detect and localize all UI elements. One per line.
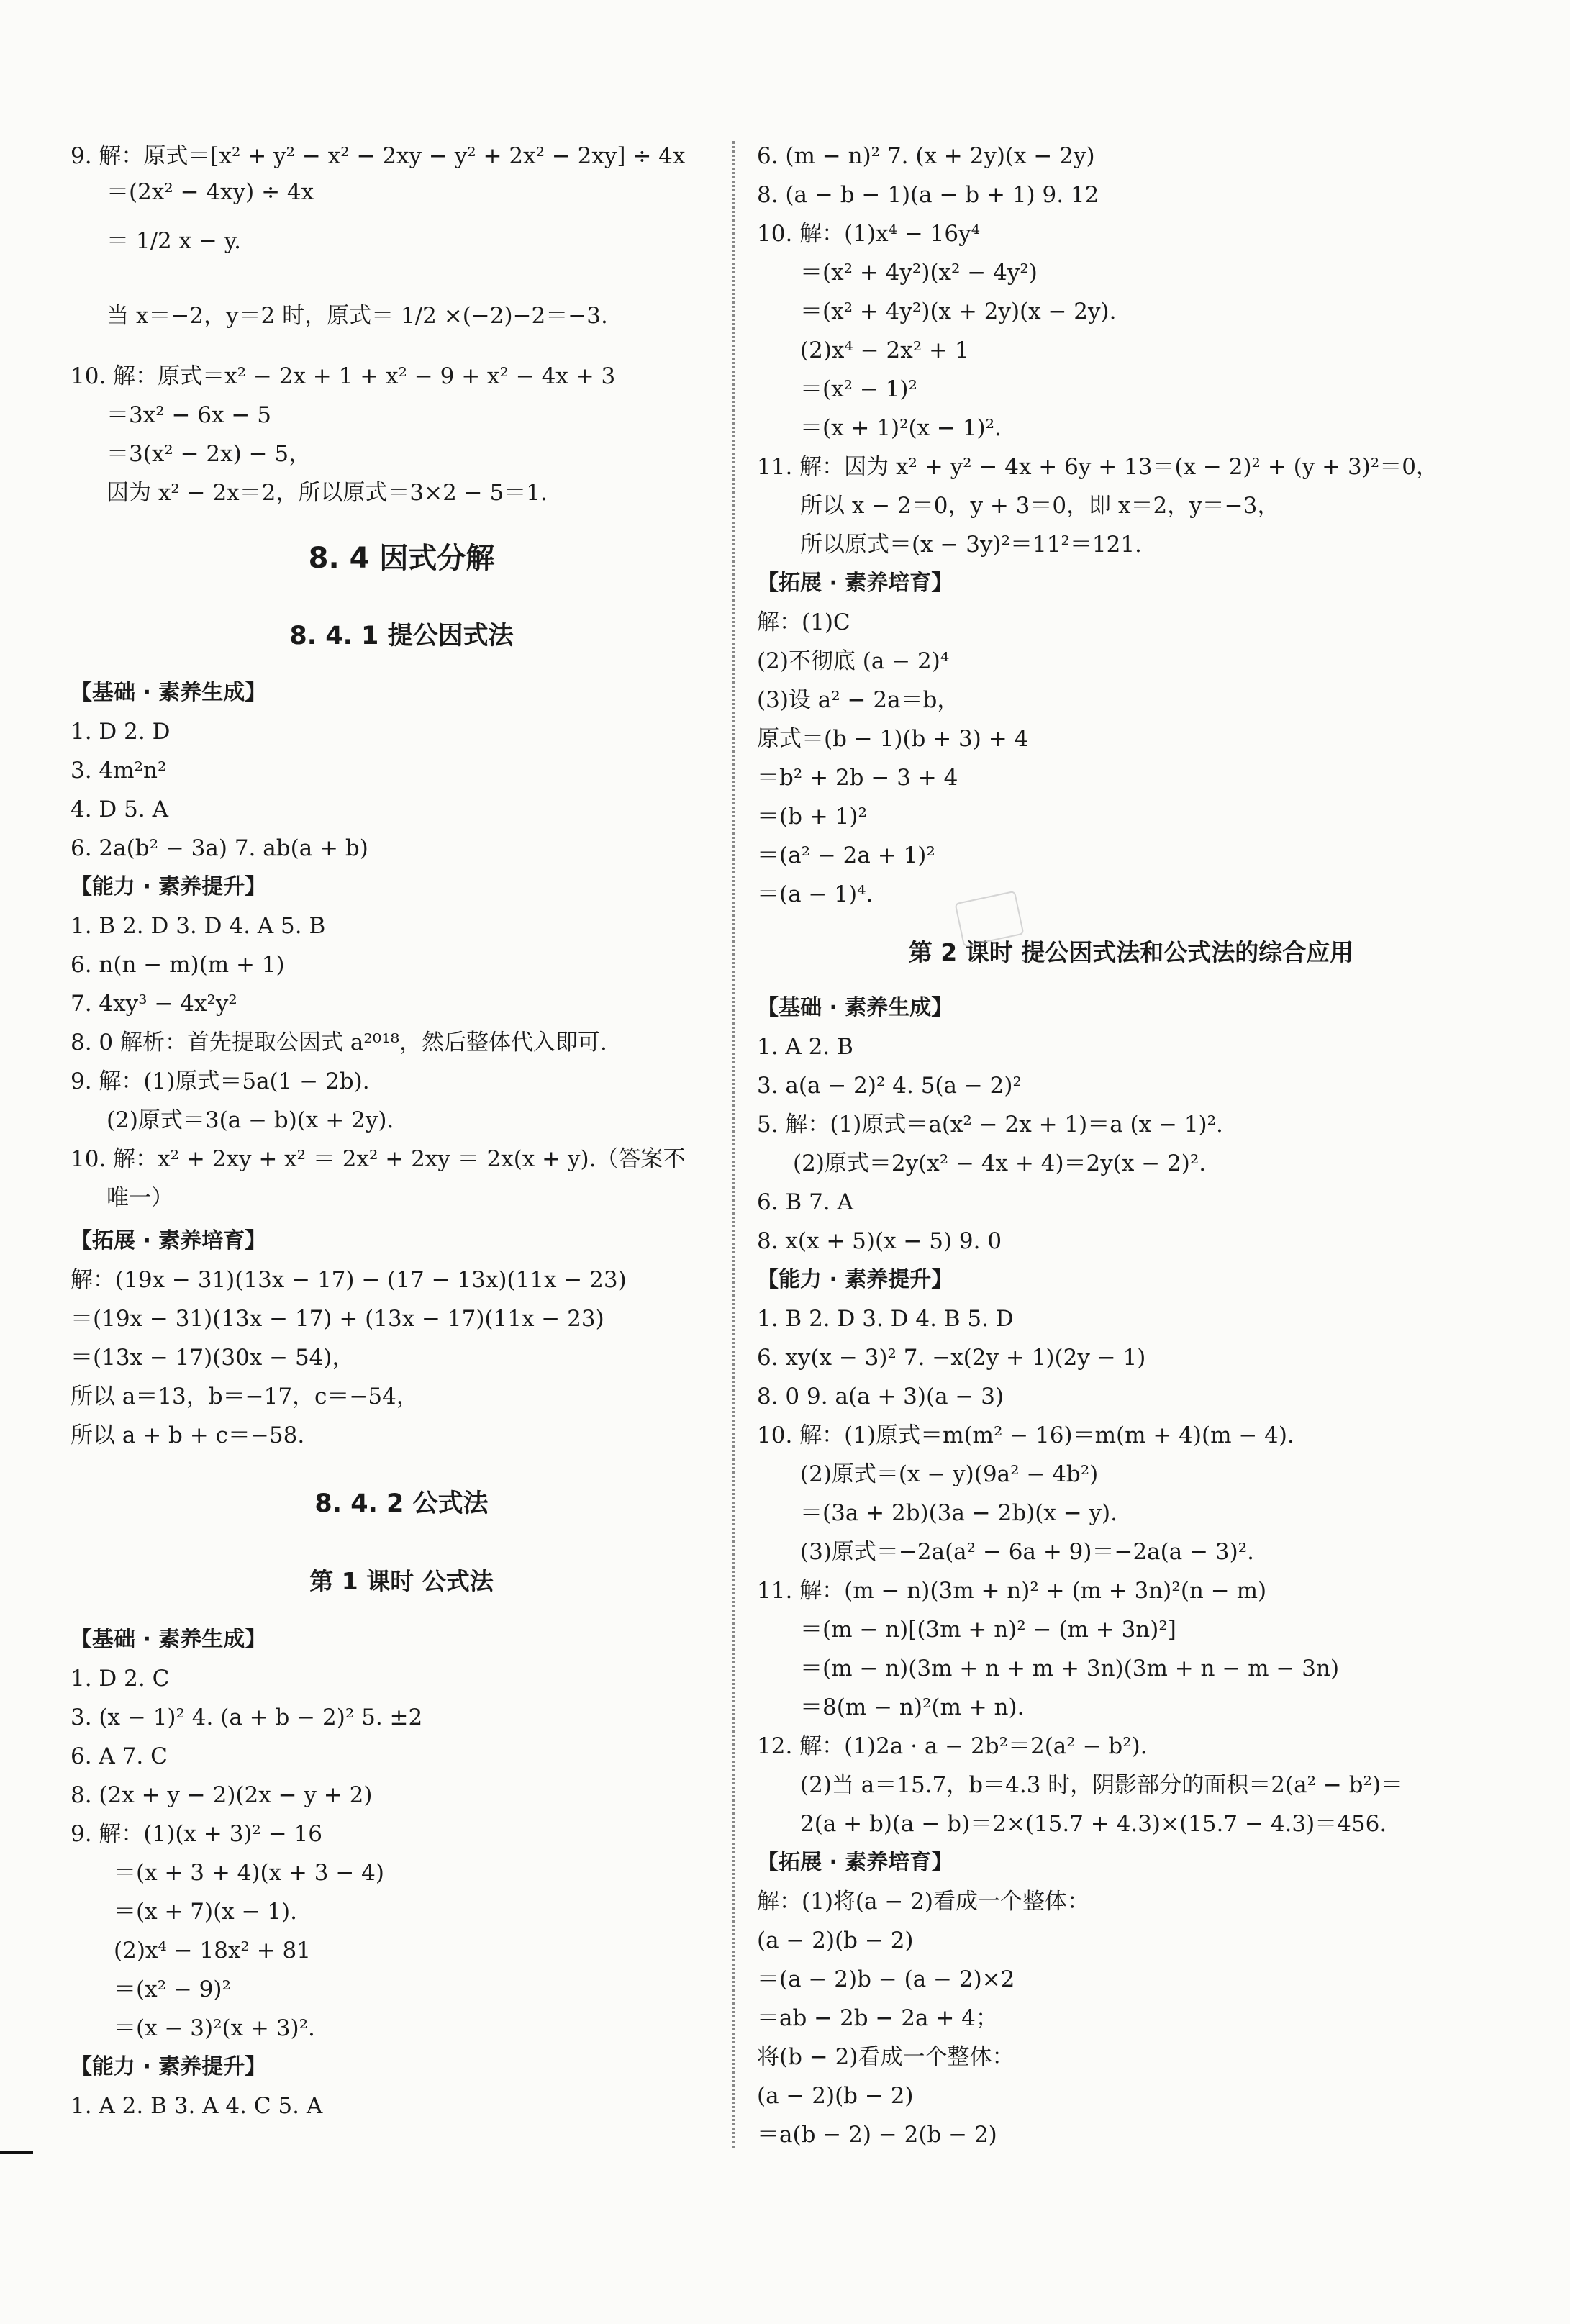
answer-line: ＝(x² − 9)² bbox=[114, 1976, 231, 2002]
answer-line: 3. a(a − 2)² 4. 5(a − 2)² bbox=[757, 1073, 1022, 1099]
answer-line: ＝(x − 3)²(x + 3)². bbox=[114, 2015, 315, 2041]
answer-line: ＝(19x − 31)(13x − 17) + (13x − 17)(11x − 23) bbox=[71, 1306, 604, 1332]
answer-line: 8. x(x + 5)(x − 5) 9. 0 bbox=[757, 1228, 1002, 1254]
answer-line: 1. B 2. D 3. D 4. B 5. D bbox=[757, 1306, 1014, 1332]
answer-line: ＝b² + 2b − 3 + 4 bbox=[757, 765, 958, 791]
answer-line: (2)当 a＝15.7，b＝4.3 时，阴影部分的面积＝2(a² − b²)＝ bbox=[800, 1772, 1404, 1798]
answer-line: 9. 解：(1)原式＝5a(1 − 2b). bbox=[71, 1068, 370, 1094]
answer-line: 4. D 5. A bbox=[71, 796, 168, 822]
section-heading: 第 1 课时 公式法 bbox=[309, 1567, 494, 1595]
answer-line: 将(b − 2)看成一个整体： bbox=[757, 2044, 1015, 2070]
answer-line: 8. 0 9. a(a + 3)(a − 3) bbox=[757, 1384, 1004, 1410]
answer-line: 1. D 2. C bbox=[71, 1666, 170, 1692]
answer-line: ＝(x² + 4y²)(x² − 4y²) bbox=[800, 260, 1038, 286]
block-heading: 【能力 · 素养提升】 bbox=[757, 1267, 953, 1292]
answer-line: ＝(2x² − 4xy) ÷ 4x bbox=[106, 179, 314, 205]
answer-line: 唯一） bbox=[106, 1185, 173, 1211]
answer-line: 11. 解：(m − n)(3m + n)² + (m + 3n)²(n − m) bbox=[757, 1578, 1267, 1604]
answer-line: 5. 解：(1)原式＝a(x² − 2x + 1)＝a (x − 1)². bbox=[757, 1112, 1223, 1138]
answer-line: 10. 解：(1)x⁴ − 16y⁴ bbox=[757, 221, 981, 247]
answer-line: 1. A 2. B bbox=[757, 1034, 853, 1060]
answer-line: ＝(a − 2)b − (a − 2)×2 bbox=[757, 1966, 1015, 1992]
answer-line: 9. 解：(1)(x + 3)² − 16 bbox=[71, 1821, 322, 1847]
answer-line: 所以 x − 2＝0，y + 3＝0，即 x＝2，y＝−3， bbox=[800, 493, 1280, 519]
answer-line: 3. (x − 1)² 4. (a + b − 2)² 5. ±2 bbox=[71, 1705, 423, 1730]
block-heading: 【拓展 · 素养培育】 bbox=[757, 1850, 953, 1875]
answer-line: 10. 解：原式＝x² − 2x + 1 + x² − 9 + x² − 4x + 3 bbox=[71, 363, 616, 389]
answer-line: 1. B 2. D 3. D 4. A 5. B bbox=[71, 913, 326, 939]
answer-line: ＝ab − 2b − 2a + 4； bbox=[757, 2005, 998, 2031]
answer-line: ＝(x² + 4y²)(x + 2y)(x − 2y). bbox=[800, 299, 1117, 324]
answer-line: ＝(b + 1)² bbox=[757, 804, 867, 830]
answer-line: 6. xy(x − 3)² 7. −x(2y + 1)(2y − 1) bbox=[757, 1345, 1146, 1371]
answer-line: 所以 a + b + c＝−58. bbox=[71, 1422, 305, 1448]
answer-line: (2)x⁴ − 2x² + 1 bbox=[800, 337, 969, 363]
answer-line: (2)x⁴ − 18x² + 81 bbox=[114, 1938, 311, 1964]
answer-line: 6. B 7. A bbox=[757, 1189, 853, 1215]
answer-line: 2(a + b)(a − b)＝2×(15.7 + 4.3)×(15.7 − 4.3)＝456. bbox=[800, 1811, 1387, 1837]
answer-line: ＝(x + 3 + 4)(x + 3 − 4) bbox=[114, 1860, 384, 1886]
answer-line: (2)原式＝3(a − b)(x + 2y). bbox=[106, 1107, 394, 1133]
block-heading: 【能力 · 素养提升】 bbox=[71, 2054, 267, 2079]
answer-line: ＝(13x − 17)(30x − 54)， bbox=[71, 1345, 355, 1371]
block-heading: 【拓展 · 素养培育】 bbox=[757, 571, 953, 596]
section-heading: 第 2 课时 提公因式法和公式法的综合应用 bbox=[908, 938, 1354, 966]
answer-line: 原式＝(b − 1)(b + 3) + 4 bbox=[757, 726, 1029, 752]
answer-line: 8. (2x + y − 2)(2x − y + 2) bbox=[71, 1782, 373, 1808]
answer-line: ＝(x² − 1)² bbox=[800, 376, 917, 402]
section-heading: 8. 4. 2 公式法 bbox=[314, 1489, 489, 1518]
answer-line: ＝(3a + 2b)(3a − 2b)(x − y). bbox=[800, 1500, 1118, 1526]
answer-line: (2)原式＝2y(x² − 4x + 4)＝2y(x − 2)². bbox=[793, 1150, 1207, 1176]
column-divider bbox=[732, 141, 735, 2148]
answer-line: ＝3x² − 6x − 5 bbox=[106, 402, 271, 428]
answer-line: 解：(1)将(a − 2)看成一个整体： bbox=[757, 1889, 1089, 1915]
answer-line: 8. 0 解析：首先提取公因式 a²⁰¹⁸，然后整体代入即可. bbox=[71, 1030, 607, 1056]
block-heading: 【基础 · 素养生成】 bbox=[71, 1627, 267, 1652]
answer-line: ＝(x + 7)(x − 1). bbox=[114, 1899, 298, 1925]
answer-line: 6. (m − n)² 7. (x + 2y)(x − 2y) bbox=[757, 143, 1095, 169]
answer-line: ＝a(b − 2) − 2(b − 2) bbox=[757, 2122, 997, 2148]
answer-line: 6. 2a(b² − 3a) 7. ab(a + b) bbox=[71, 835, 368, 861]
answer-line: ＝8(m − n)²(m + n). bbox=[800, 1694, 1025, 1720]
answer-line: (3)原式＝−2a(a² − 6a + 9)＝−2a(a − 3)². bbox=[800, 1539, 1255, 1565]
answer-line: 10. 解：(1)原式＝m(m² − 16)＝m(m + 4)(m − 4). bbox=[757, 1422, 1294, 1448]
answer-line: (2)原式＝(x − y)(9a² − 4b²) bbox=[800, 1461, 1099, 1487]
answer-line: ＝(a² − 2a + 1)² bbox=[757, 843, 935, 868]
answer-line: 11. 解：因为 x² + y² − 4x + 6y + 13＝(x − 2)² + (y + 3)²＝0， bbox=[757, 454, 1438, 480]
answer-line: ＝(m − n)(3m + n + m + 3n)(3m + n − m − 3n) bbox=[800, 1656, 1340, 1681]
answer-line: 1. A 2. B 3. A 4. C 5. A bbox=[71, 2093, 323, 2119]
answer-line: 7. 4xy³ − 4x²y² bbox=[71, 991, 237, 1017]
answer-line: ＝(m − n)[(3m + n)² − (m + 3n)²] bbox=[800, 1617, 1176, 1643]
answer-line: (a − 2)(b − 2) bbox=[757, 1928, 914, 1953]
page-edge-mark bbox=[0, 2151, 33, 2154]
answer-line: 解：(19x − 31)(13x − 17) − (17 − 13x)(11x − 23) bbox=[71, 1267, 627, 1293]
section-heading: 8. 4. 1 提公因式法 bbox=[289, 622, 514, 650]
answer-line: ＝ 1/2 x − y. bbox=[106, 228, 242, 254]
answer-line: 因为 x² − 2x＝2，所以原式＝3×2 − 5＝1. bbox=[106, 480, 548, 506]
answer-line: (a − 2)(b − 2) bbox=[757, 2083, 914, 2109]
answer-line: 9. 解：原式＝[x² + y² − x² − 2xy − y² + 2x² − 2xy] ÷ 4x bbox=[71, 143, 686, 169]
answer-line: 所以原式＝(x − 3y)²＝11²＝121. bbox=[800, 532, 1142, 558]
answer-line: ＝(a − 1)⁴. bbox=[757, 881, 874, 907]
answer-line: 1. D 2. D bbox=[71, 719, 171, 745]
answer-line: 6. n(n − m)(m + 1) bbox=[71, 952, 285, 978]
answer-line: 当 x＝−2，y＝2 时，原式＝ 1/2 ×(−2)−2＝−3. bbox=[106, 303, 608, 329]
answer-line: 10. 解：x² + 2xy + x² ＝ 2x² + 2xy ＝ 2x(x + y).（答案不 bbox=[71, 1146, 686, 1172]
answer-line: (2)不彻底 (a − 2)⁴ bbox=[757, 648, 950, 674]
answer-line: (3)设 a² − 2a＝b， bbox=[757, 687, 960, 713]
answer-line: ＝(x + 1)²(x − 1)². bbox=[800, 415, 1002, 441]
answer-line: 所以 a＝13，b＝−17，c＝−54， bbox=[71, 1384, 419, 1410]
answer-line: 3. 4m²n² bbox=[71, 758, 167, 784]
block-heading: 【能力 · 素养提升】 bbox=[71, 874, 267, 899]
answer-line: 解：(1)C bbox=[757, 609, 850, 635]
section-heading: 8. 4 因式分解 bbox=[308, 542, 495, 575]
block-heading: 【基础 · 素养生成】 bbox=[757, 995, 953, 1020]
block-heading: 【拓展 · 素养培育】 bbox=[71, 1228, 267, 1253]
block-heading: 【基础 · 素养生成】 bbox=[71, 680, 267, 705]
answer-line: ＝3(x² − 2x) − 5， bbox=[106, 441, 312, 467]
answer-line: 8. (a − b − 1)(a − b + 1) 9. 12 bbox=[757, 182, 1099, 208]
answer-line: 6. A 7. C bbox=[71, 1743, 168, 1769]
answer-line: 12. 解：(1)2a · a − 2b²＝2(a² − b²). bbox=[757, 1733, 1148, 1759]
